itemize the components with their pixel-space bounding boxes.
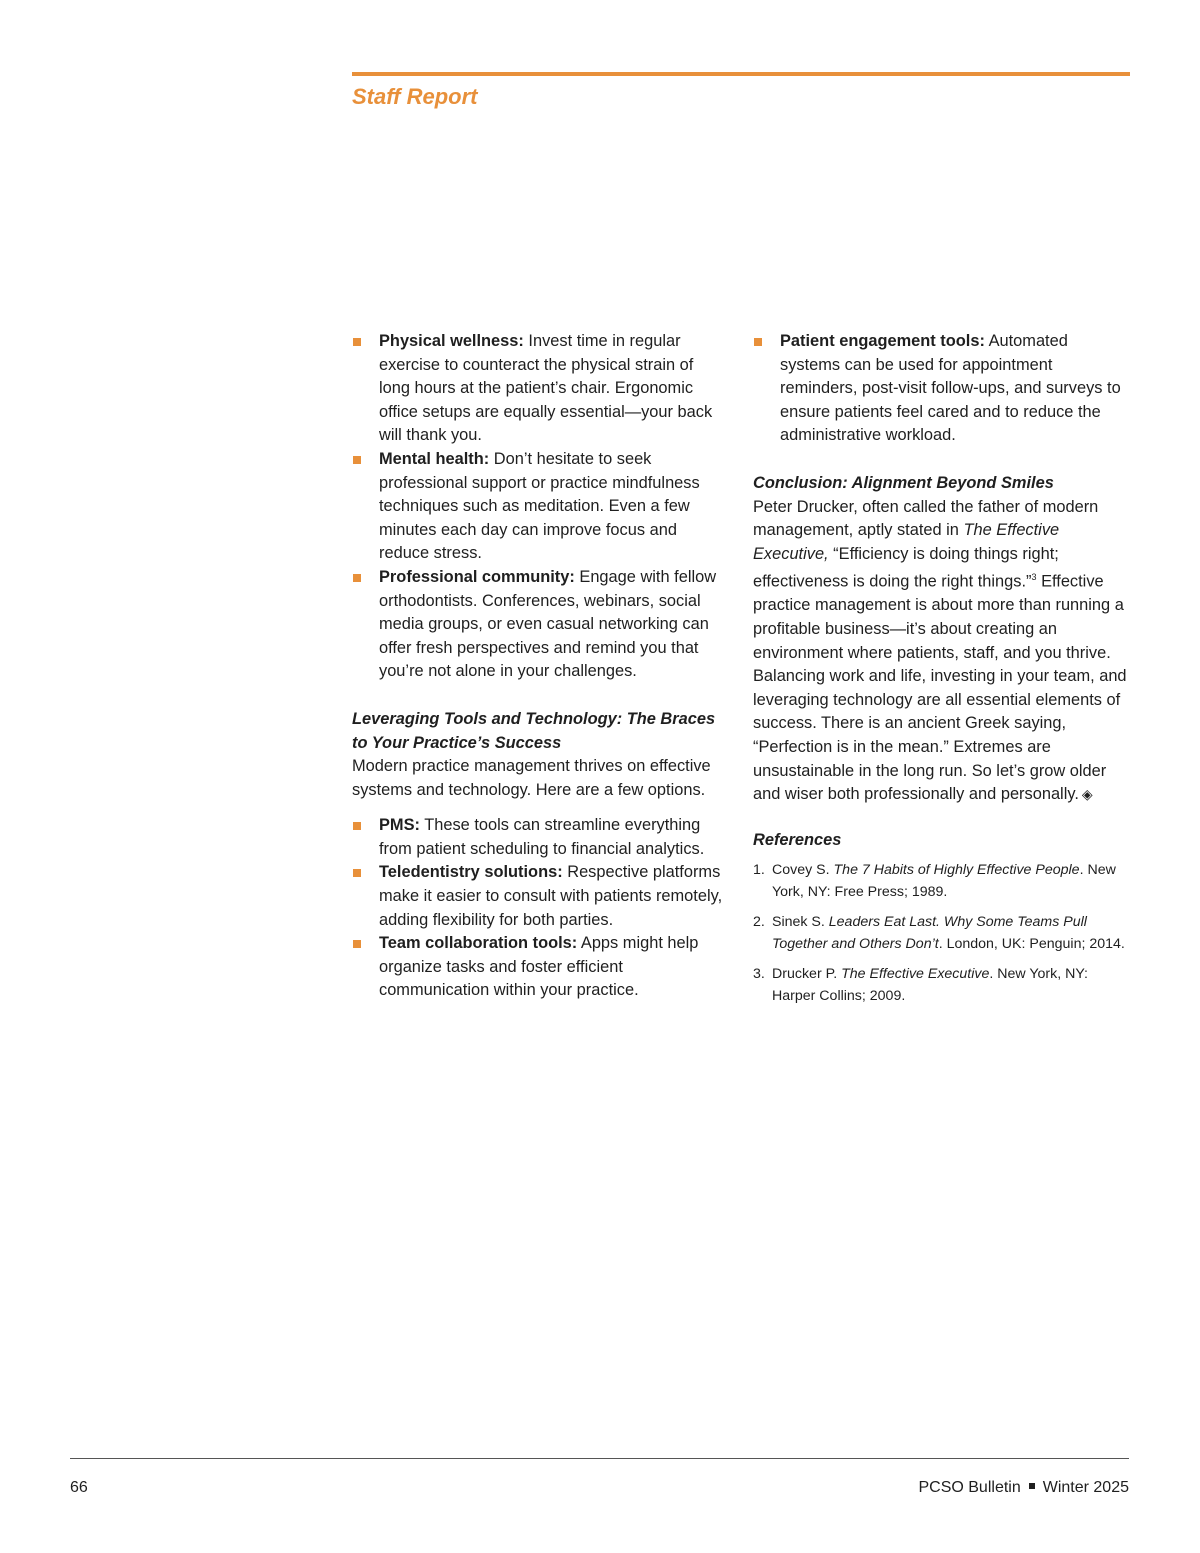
square-bullet-icon xyxy=(353,338,361,346)
bullet-lead: Teledentistry solutions: xyxy=(379,863,563,882)
citation-superscript: 3 xyxy=(1031,572,1037,583)
reference-author: Drucker P. xyxy=(772,966,842,983)
list-item xyxy=(352,330,728,448)
page-number: 66 xyxy=(70,1479,88,1496)
publication-name: PCSO Bulletin xyxy=(918,1479,1021,1496)
tools-intro: Modern practice management thrives on effective systems and technology. Here are a few options. xyxy=(352,757,711,799)
book-title: The Effective Executive, xyxy=(753,521,1060,563)
square-bullet-icon xyxy=(353,822,361,830)
left-column xyxy=(352,330,728,1003)
square-bullet-icon xyxy=(353,574,361,582)
reference-author: Sinek S. xyxy=(772,914,829,931)
square-bullet-icon xyxy=(353,456,361,464)
end-mark-icon: ◈ xyxy=(1081,786,1093,803)
engagement-list xyxy=(753,330,1131,448)
conclusion-text-end: Effective practice management is about more than running a profitable business—it’s about creating an environment where patients, staff, and you thrive. Balancing work and life, investing in your team, and leveraging technology are all essential elements of success. There is an ancient Greek saying, “Perfection is in the mean.” Extremes are unsustainable in the long run. So let’s grow older and wiser both professionally and personally. xyxy=(753,572,1127,804)
tools-heading: Leveraging Tools and Technology: The Braces to Your Practice’s Success xyxy=(352,709,716,752)
section-title: Staff Report xyxy=(352,84,478,109)
bullet-text: Don’t hesitate to seek professional support or practice mindfulness techniques such as meditation. Even a few minutes each day can improve focus and reduce stress. xyxy=(379,449,700,563)
footer-rule xyxy=(70,1458,1129,1459)
bullet-lead: Patient engagement tools: xyxy=(780,332,985,350)
right-column xyxy=(753,330,1131,1016)
list-item xyxy=(352,932,728,1003)
list-item xyxy=(352,814,728,861)
conclusion-quote: “Efficiency is doing things right; effectiveness is doing the right things.” xyxy=(753,544,1059,591)
reference-publisher: . New York, NY: Free Press; 1989. xyxy=(772,862,1116,900)
bullet-text: These tools can streamline everything from patient scheduling to financial analytics. xyxy=(379,816,705,858)
reference-number: 3. xyxy=(753,966,765,983)
list-item xyxy=(352,448,728,566)
reference-publisher: . New York, NY: Harper Collins; 2009. xyxy=(772,966,1088,1004)
bullet-text: Apps might help organize tasks and foster efficient communication within your practice. xyxy=(379,934,699,1000)
bullet-lead: Physical wellness: xyxy=(379,332,524,350)
bullet-text: Invest time in regular exercise to counteract the physical strain of long hours at the patient’s chair. Ergonomic office setups are equally essential—your back will thank you. xyxy=(379,332,713,445)
conclusion-paragraph xyxy=(753,496,1131,807)
bullet-lead: Mental health: xyxy=(379,449,490,468)
reference-item xyxy=(753,860,1131,903)
reference-number: 1. xyxy=(753,862,765,879)
bullet-text: Respective platforms make it easier to consult with patients remotely, adding flexibility for both parties. xyxy=(379,863,723,929)
references-heading: References xyxy=(753,830,842,849)
list-item xyxy=(753,330,1131,448)
reference-item xyxy=(753,912,1131,955)
reference-title: The 7 Habits of Highly Effective People xyxy=(833,862,1080,879)
reference-author: Covey S. xyxy=(772,862,834,879)
bullet-text: Automated systems can be used for appointment reminders, post-visit follow-ups, and surveys to ensure patients feel cared and to reduce the administrative workload. xyxy=(780,332,1121,445)
list-item xyxy=(352,861,728,932)
bullet-lead: Team collaboration tools: xyxy=(379,934,578,953)
bullet-lead: PMS: xyxy=(379,816,420,835)
reference-publisher: . London, UK: Penguin; 2014. xyxy=(938,935,1125,952)
bullet-text: Engage with fellow orthodontists. Conferences, webinars, social media groups, or even casual networking can offer fresh perspectives and remind you that you’re not alone in your challenges. xyxy=(379,567,717,681)
reference-number: 2. xyxy=(753,914,765,931)
footer-publication xyxy=(918,1479,1129,1497)
tools-list xyxy=(352,814,728,1003)
wellness-list xyxy=(352,330,728,684)
header-rule xyxy=(352,72,1130,76)
conclusion-text: Peter Drucker, often called the father of modern management, aptly stated in xyxy=(753,497,1099,540)
square-bullet-icon xyxy=(754,338,762,346)
list-item xyxy=(352,566,728,684)
square-separator-icon xyxy=(1029,1483,1035,1489)
conclusion-heading: Conclusion: Alignment Beyond Smiles xyxy=(753,473,1054,492)
bullet-lead: Professional community: xyxy=(379,567,575,586)
reference-item xyxy=(753,964,1131,1007)
issue-date: Winter 2025 xyxy=(1042,1479,1129,1496)
reference-title: Leaders Eat Last. Why Some Teams Pull Together and Others Don’t xyxy=(772,914,1087,952)
reference-title: The Effective Executive xyxy=(841,966,990,983)
square-bullet-icon xyxy=(353,940,361,948)
square-bullet-icon xyxy=(353,869,361,877)
references-list xyxy=(753,860,1131,1007)
